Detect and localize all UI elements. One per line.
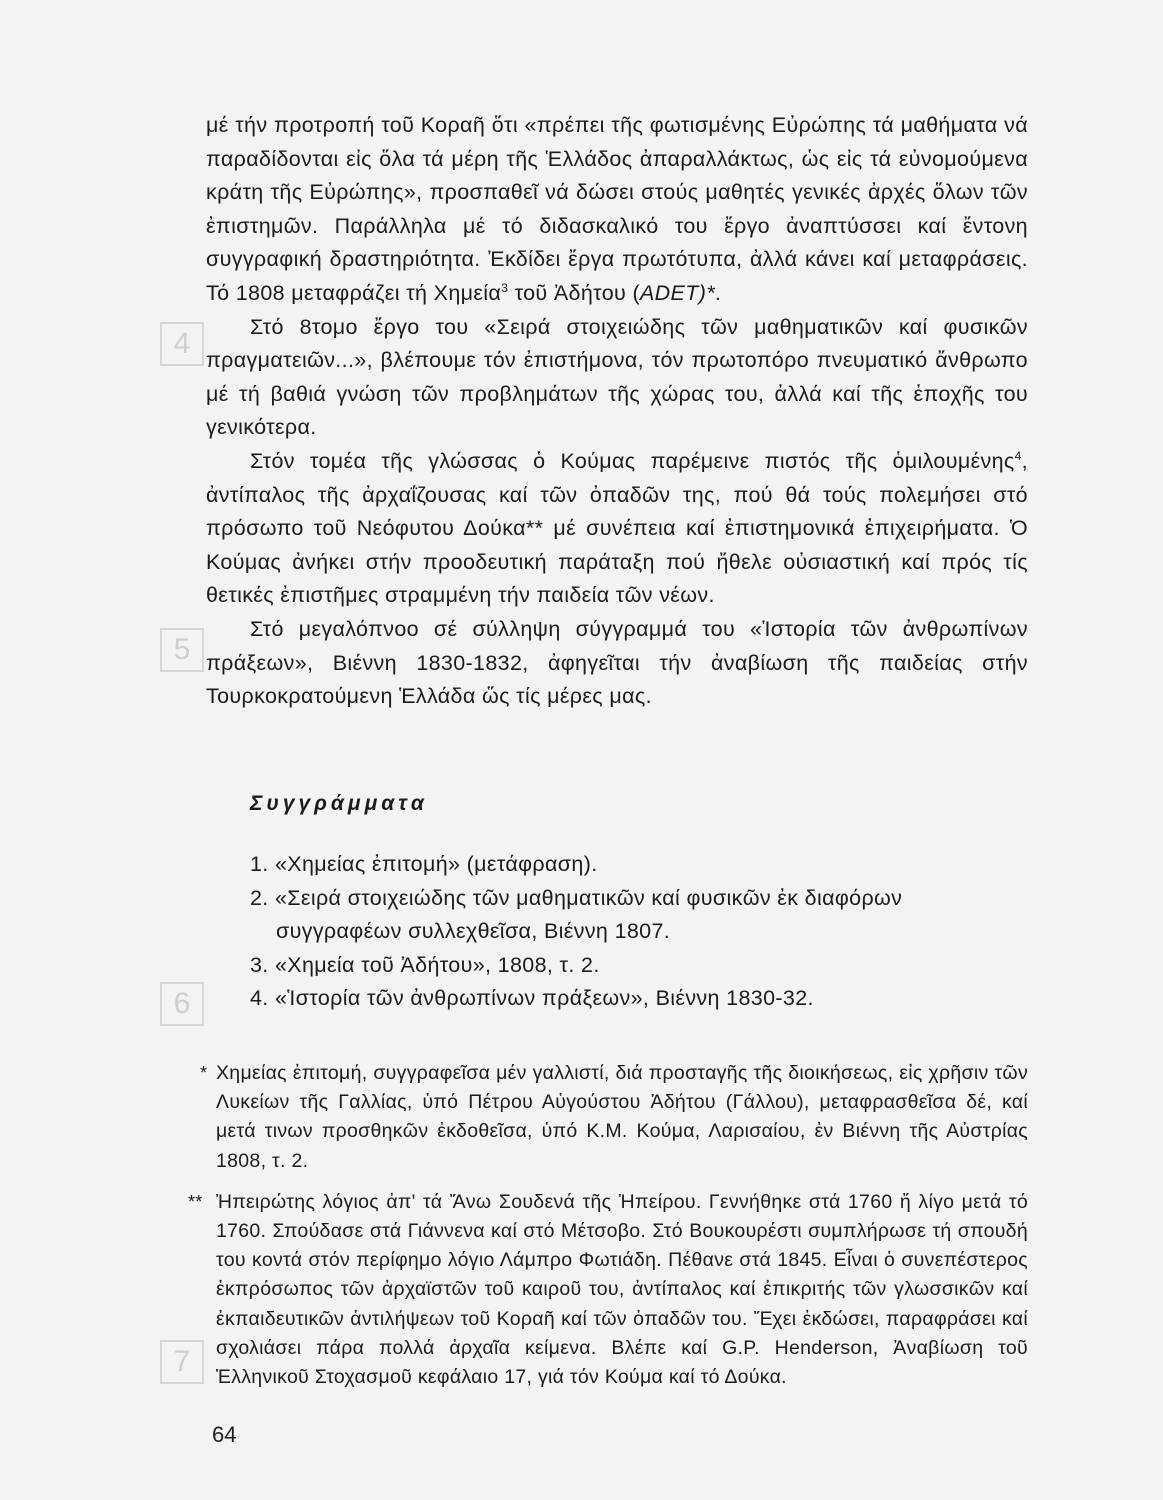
footnote-text: Ἠπειρώτης λόγιος ἀπ' τά Ἄνω Σουδενά τῆς Ἠπείρου. Γεννήθηκε στά 1760 ἤ λίγο μετά τό 1760. Σπούδασε στά Γιάννενα καί στό Μέτσοβο. Στό Βουκουρέστι συμπλήρωσε τή σπουδή του κοντά στόν περίφημο λόγιο Λάμπρο Φωτιάδη. Πέθανε στά 1845. Εἶναι ὁ συνεπέστερος ἐκπρόσωπος τῶν ἀρχαϊστῶν τοῦ καιροῦ του, ἀντίπαλος καί ἐπικριτής τῶν γλωσσικῶν καί ἐκπαιδευτικῶν ἀντιλήψεων τοῦ Κοραῆ καί τῶν ὀπαδῶν του. Ἔχει ἐκδώσει, παραφράσει καί σχολιάσει πάρα πολλά ἀρχαῖα κείμενα. Βλέπε καί G.P. Henderson, Ἀναβίωση τοῦ Ἑλληνικοῦ Στοχασμοῦ κεφάλαιο 17, γιά τόν Κούμα καί τό Δούκα. xyxy=(216,1190,1028,1389)
margin-number-box: 6 xyxy=(160,982,204,1026)
list-item: 2. «Σειρά στοιχειώδης τῶν μαθηματικῶν καί φυσικῶν ἐκ διαφόρων συγγραφέων συλλεχθεῖσα, Βιέννη 1807. xyxy=(250,885,903,943)
italic-name: ADET)* xyxy=(639,280,715,305)
paragraph: Στό μεγαλόπνοο σέ σύλληψη σύγγραμμά του «Ἱστορία τῶν ἀνθρωπίνων πράξεων», Βιέννη 1830-1832, ἀφηγεῖται τήν ἀναβίωση τῆς παιδείας στήν Τουρκοκρατούμενη Ἑλλάδα ὥς τίς μέρες μας. xyxy=(206,616,1028,709)
footnote-mark: * xyxy=(200,1063,208,1083)
footnote-text: Χημείας ἐπιτομή, συγγραφεῖσα μέν γαλλιστί, διά προσταγῆς τῆς διοικήσεως, εἰς χρῆσιν τῶν Λυκείων τῆς Γαλλίας, ὑπό Πέτρου Αὐγούστου Ἀδήτου (Γάλλου), μεταφρασθεῖσα δέ, καί μετά τινων προσθηκῶν ἐκδοθεῖσα, ὑπό Κ.Μ. Κούμα, Λαρισαίου, ἐν Βιέννη τῆς Αὐστρίας 1808, τ. 2. xyxy=(216,1062,1028,1172)
main-text xyxy=(206,109,1028,714)
list-item: 1. «Χημείας ἐπιτομή» (μετάφραση). xyxy=(250,852,598,876)
section-heading: Συγγράμματα xyxy=(250,792,428,815)
margin-number-box: 4 xyxy=(160,322,204,366)
footnotes xyxy=(188,1059,1028,1392)
page-number: 64 xyxy=(212,1422,237,1447)
works-list xyxy=(250,848,1030,1016)
footnote xyxy=(200,1059,1028,1176)
paragraph: Στόν τομέα τῆς γλώσσας ὁ Κούμας παρέμεινε πιστός τῆς ὁμιλουμένης$^4$, ἀντίπαλος τῆς ἀρχαΐζουσας καί τῶν ὀπαδῶν της, πού θά τούς πολεμήσει στό πρόσωπο τοῦ Νεόφυτου Δούκα** μέ συνέπεια καί ἐπιστημονικά ἐπιχειρήματα. Ὁ Κούμας ἀνήκει στήν προοδευτική παράταξη πού ἤθελε οὐσιαστική καί πρός τίς θετικές ἐπιστῆμες στραμμένη τήν παιδεία τῶν νέων. xyxy=(206,448,1028,608)
paragraph: μέ τήν προτροπή τοῦ Κοραῆ ὅτι «πρέπει τῆς φωτισμένης Εὐρώπης τά μαθήματα νά παραδίδονται εἰς ὅλα τά μέρη τῆς Ἑλλάδος ἀπαραλλάκτως, ὡς εἰς τά εὐνομούμενα κράτη τῆς Εὐρώπης», προσπαθεῖ νά δώσει στούς μαθητές γενικές ἀρχές ὅλων τῶν ἐπιστημῶν. Παράλληλα μέ τό διδασκαλικό του ἔργο ἀναπτύσσει καί ἔντονη συγγραφική δραστηριότητα. Ἐκδίδει ἔργα πρωτότυπα, ἀλλά κάνει καί μεταφράσεις. Τό 1808 μεταφράζει τή Χημεία$^3$ τοῦ Ἀδήτου (ADET)*. xyxy=(206,113,1028,305)
list-item: 3. «Χημεία τοῦ Ἀδήτου», 1808, τ. 2. xyxy=(250,952,600,977)
margin-number-box: 5 xyxy=(160,628,204,672)
list-item: 4. «Ἱστορία τῶν ἀνθρωπίνων πράξεων», Βιέννη 1830-32. xyxy=(250,986,814,1010)
footnote-mark: ** xyxy=(188,1191,203,1212)
footnote-ref: 3 xyxy=(501,280,509,295)
footnote-ref: 4 xyxy=(1014,448,1022,463)
paragraph: Στό 8τομο ἔργο του «Σειρά στοιχειώδης τῶν μαθηματικῶν καί φυσικῶν πραγματειῶν...», βλέπουμε τόν ἐπιστήμονα, τόν πρωτοπόρο πνευματικό ἄνθρωπο μέ τή βαθιά γνώση τῶν προβλημάτων τῆς χώρας του, ἀλλά καί τῆς ἐποχῆς του γενικότερα. xyxy=(206,314,1028,440)
footnote xyxy=(188,1188,1028,1392)
margin-number-box: 7 xyxy=(160,1340,204,1384)
